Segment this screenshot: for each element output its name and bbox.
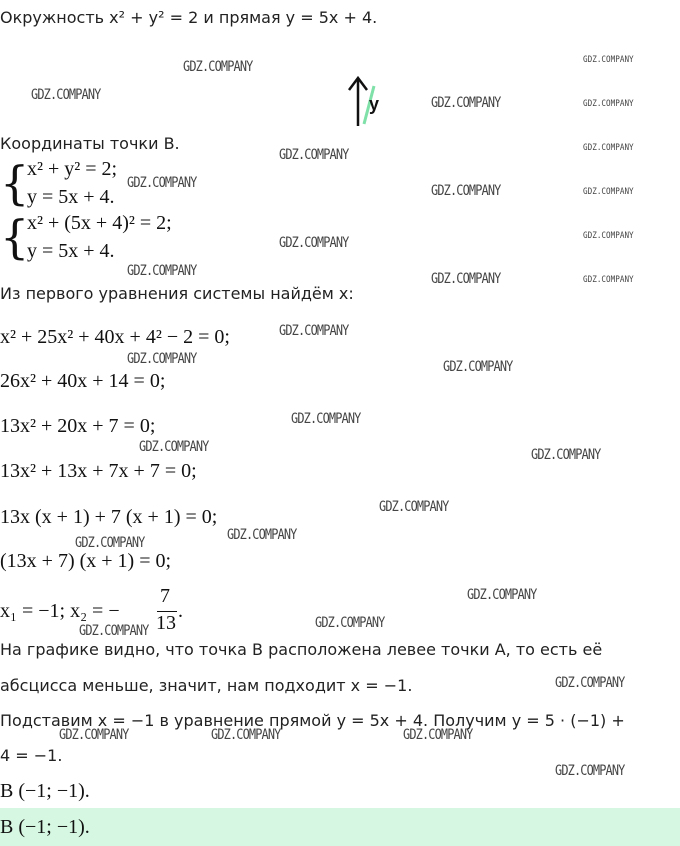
- roots-equation: x₁ = −1; x₂ = −: [0, 600, 120, 622]
- system2-brace: {: [0, 210, 30, 264]
- watermark: GDZ.COMPANY: [467, 587, 537, 603]
- conclusion-line-1: На графике видно, что точка B расположена левее точки A, то есть её: [0, 640, 603, 659]
- watermark: GDZ.COMPANY: [583, 143, 634, 153]
- equation-4: 13x² + 13x + 7x + 7 = 0;: [0, 460, 197, 482]
- system1-eq2: y = 5x + 4.: [27, 186, 115, 208]
- roots-fraction-numerator: 7: [160, 585, 170, 607]
- system1-eq1: x² + y² = 2;: [27, 158, 118, 180]
- conclusion-line-2: абсцисса меньше, значит, нам подходит x = −1.: [0, 676, 413, 695]
- equation-1: x² + 25x² + 40x + 4² − 2 = 0;: [0, 326, 230, 348]
- watermark: GDZ.COMPANY: [279, 235, 349, 251]
- watermark: GDZ.COMPANY: [291, 411, 361, 427]
- watermark: GDZ.COMPANY: [75, 535, 145, 551]
- watermark: GDZ.COMPANY: [79, 623, 149, 639]
- watermark: GDZ.COMPANY: [583, 55, 634, 65]
- watermark: GDZ.COMPANY: [555, 763, 625, 779]
- watermark: GDZ.COMPANY: [127, 175, 197, 191]
- system2-eq2: y = 5x + 4.: [27, 240, 115, 262]
- graph-fragment: [340, 72, 400, 132]
- equation-5: 13x (x + 1) + 7 (x + 1) = 0;: [0, 506, 218, 528]
- substitution-line-1: Подставим x = −1 в уравнение прямой y = 5x + 4. Получим y = 5 · (−1) +: [0, 711, 625, 730]
- y-axis-label: y: [369, 94, 380, 114]
- watermark: GDZ.COMPANY: [59, 727, 129, 743]
- watermark: GDZ.COMPANY: [431, 95, 501, 111]
- equation-6: (13x + 7) (x + 1) = 0;: [0, 550, 172, 572]
- substitution-line-2: 4 = −1.: [0, 746, 63, 765]
- roots-fraction-denominator: 13: [156, 612, 176, 634]
- watermark: GDZ.COMPANY: [555, 675, 625, 691]
- watermark: GDZ.COMPANY: [583, 187, 634, 197]
- watermark: GDZ.COMPANY: [583, 275, 634, 285]
- watermark: GDZ.COMPANY: [403, 727, 473, 743]
- system2-eq1: x² + (5x + 4)² = 2;: [27, 212, 172, 234]
- watermark: GDZ.COMPANY: [583, 99, 634, 109]
- watermark: GDZ.COMPANY: [315, 615, 385, 631]
- watermark: GDZ.COMPANY: [531, 447, 601, 463]
- watermark: GDZ.COMPANY: [431, 183, 501, 199]
- coords-title: Координаты точки B.: [0, 134, 180, 153]
- watermark: GDZ.COMPANY: [31, 87, 101, 103]
- problem-statement: Окружность x² + y² = 2 и прямая y = 5x + 4.: [0, 8, 378, 27]
- watermark: GDZ.COMPANY: [127, 263, 197, 279]
- equation-3: 13x² + 20x + 7 = 0;: [0, 415, 156, 437]
- watermark: GDZ.COMPANY: [211, 727, 281, 743]
- watermark: GDZ.COMPANY: [139, 439, 209, 455]
- answer-box: [0, 808, 680, 846]
- watermark: GDZ.COMPANY: [279, 323, 349, 339]
- roots-end: .: [178, 600, 183, 622]
- watermark: GDZ.COMPANY: [127, 351, 197, 367]
- watermark: GDZ.COMPANY: [431, 271, 501, 287]
- answer-text: B (−1; −1).: [0, 816, 90, 838]
- watermark: GDZ.COMPANY: [379, 499, 449, 515]
- point-result: B (−1; −1).: [0, 780, 90, 802]
- watermark: GDZ.COMPANY: [227, 527, 297, 543]
- system1-brace: {: [0, 156, 30, 210]
- equation-2: 26x² + 40x + 14 = 0;: [0, 370, 166, 392]
- watermark: GDZ.COMPANY: [279, 147, 349, 163]
- watermark: GDZ.COMPANY: [443, 359, 513, 375]
- find-x-title: Из первого уравнения системы найдём x:: [0, 284, 354, 303]
- watermark: GDZ.COMPANY: [583, 231, 634, 241]
- watermark: GDZ.COMPANY: [183, 59, 253, 75]
